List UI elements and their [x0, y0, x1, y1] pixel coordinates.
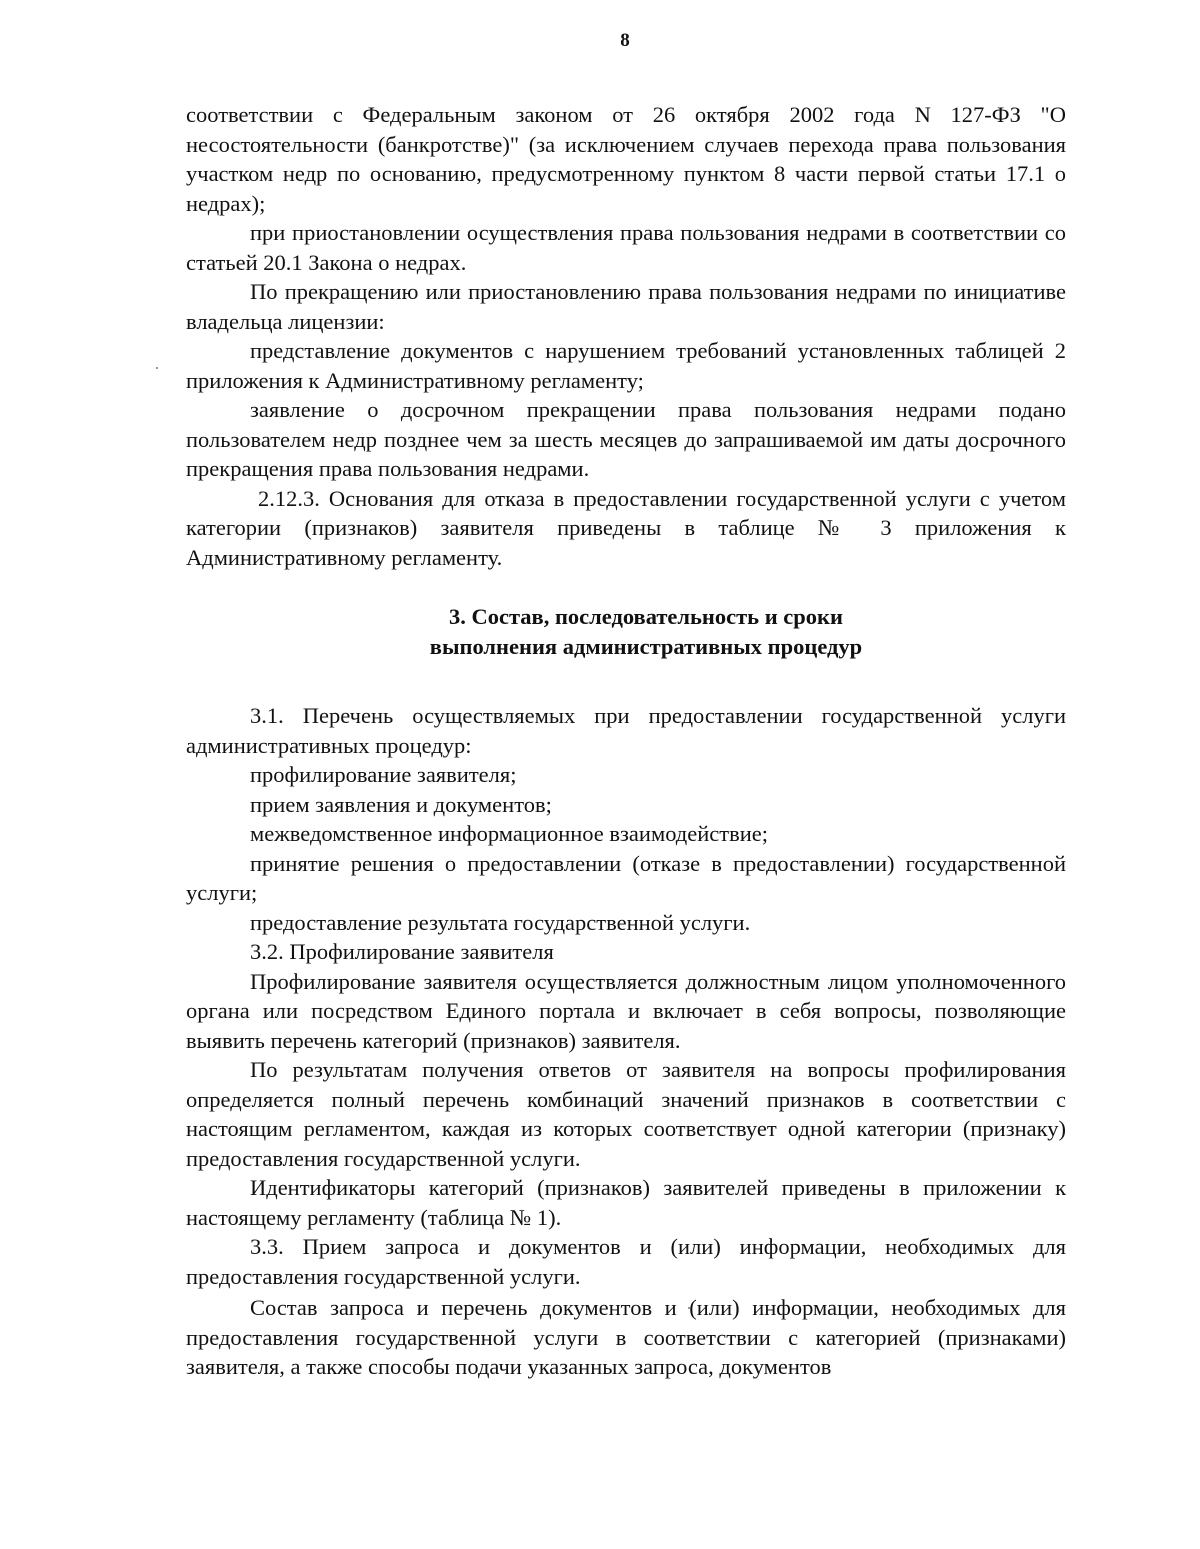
paragraph: Состав запроса и перечень документов и (или) информации, необходимых для предоставления государственной услуги в соответствии с категорией (признаками) заявителя, а также способы подачи указанных запроса, документов: [186, 1295, 1066, 1379]
list-item: межведомственное информационное взаимодействие;: [250, 821, 768, 846]
paragraph: 2.12.3. Основания для отказа в предоставлении государственной услуги с учетом категории (признаков) заявителя приведены в таблице № 3 приложения к Административному регламенту.: [186, 485, 1066, 570]
list-item: профилирование заявителя;: [250, 762, 517, 787]
list-item: принятие решения о предоставлении (отказе в предоставлении) государственной услуги;: [186, 850, 1066, 905]
paragraph: 3.1. Перечень осуществляемых при предоставлении государственной услуги административных процедур:: [186, 703, 1066, 758]
section-heading-line: выполнения административных процедур: [429, 633, 863, 659]
paragraph: соответствии с Федеральным законом от 26 октября 2002 года N 127-ФЗ "О несостоятельности (банкротстве)" (за исключением случаев перехода права пользования участком недр по основанию, предусмотренному пунктом 8 части первой статьи 17.1 о недрах);: [186, 102, 1066, 216]
page-number: 8: [620, 30, 630, 51]
paragraph: По прекращению или приостановлению права пользования недрами по инициативе владельца лицензии:: [186, 279, 1066, 334]
paragraph: представление документов с нарушением требований установленных таблицей 2 приложения к Административному регламенту;: [186, 338, 1066, 393]
paragraph: Идентификаторы категорий (признаков) заявителей приведены в приложении к настоящему регламенту (таблица № 1).: [186, 1175, 1066, 1230]
list-item: предоставление результата государственной услуги.: [250, 909, 751, 935]
list-item: прием заявления и документов;: [250, 791, 552, 817]
paragraph: 3.3. Прием запроса и документов и (или) информации, необходимых для предоставления государственной услуги.: [186, 1234, 1066, 1289]
paragraph: при приостановлении осуществления права пользования недрами в соответствии со статьей 20.1 Закона о недрах.: [186, 220, 1066, 275]
scan-speck: [156, 367, 158, 369]
subsection-title: 3.2. Профилирование заявителя: [250, 939, 554, 964]
section-heading-line: 3. Состав, последовательность и сроки: [449, 604, 843, 629]
section-heading: [186, 602, 1066, 661]
paragraph: заявление о досрочном прекращении права пользования недрами подано пользователем недр позднее чем за шесть месяцев до запрашиваемой им даты досрочного прекращения права пользования недрами.: [186, 397, 1066, 481]
document-body: [186, 100, 1066, 1382]
paragraph: По результатам получения ответов от заявителя на вопросы профилирования определяется полный перечень комбинаций значений признаков в соответствии с настоящим регламентом, каждая из которых соответствует одной категории (признаку) предоставления государственной услуги.: [186, 1057, 1066, 1171]
paragraph: Профилирование заявителя осуществляется должностным лицом уполномоченного органа или посредством Единого портала и включает в себя вопросы, позволяющие выявить перечень категорий (признаков) заявителя.: [186, 968, 1066, 1053]
